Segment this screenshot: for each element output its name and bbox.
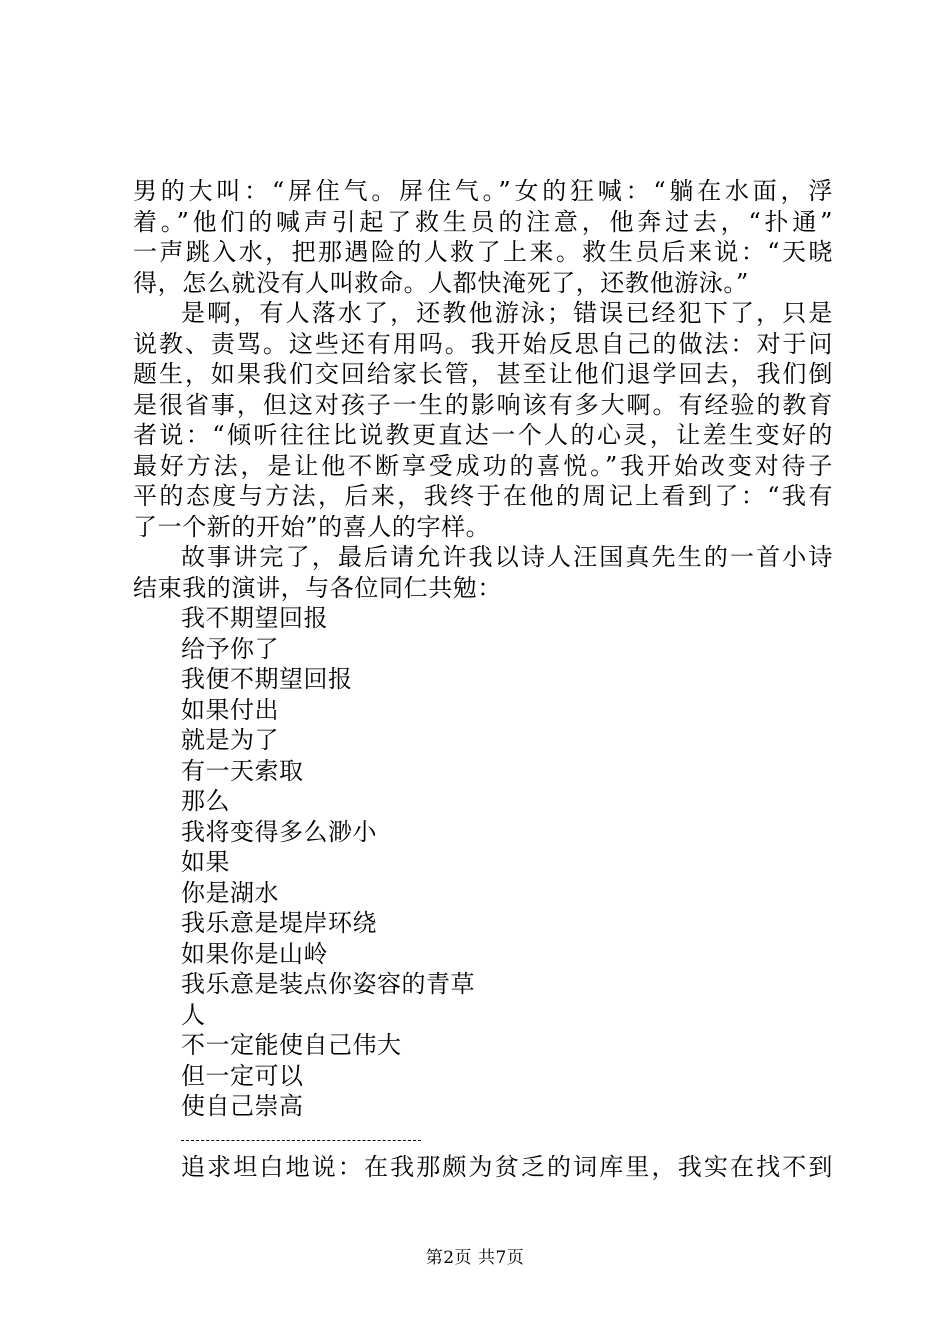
text-line: 了一个新的开始”的喜人的字样。 [133, 512, 491, 541]
poem-line: 我乐意是堤岸环绕 [181, 909, 377, 937]
poem-line: 给予你了 [181, 634, 279, 663]
text-line: 男的大叫：“屏住气。屏住气。”女的狂喊：“躺在水面，浮 [133, 177, 833, 205]
page-number-footer: 第2页 共7页 [425, 1248, 525, 1268]
poem-line: 我不期望回报 [181, 604, 328, 632]
text-line: 故事讲完了，最后请允许我以诗人汪国真先生的一首小诗 [181, 543, 833, 571]
text-line: 平的态度与方法，后来，我终于在他的周记上看到了：“我有 [133, 482, 833, 510]
text-line: 一声跳入水，把那遇险的人救了上来。救生员后来说：“天晓 [133, 238, 833, 266]
paragraph-next-article [133, 1152, 833, 1183]
poem-line: 人 [181, 1000, 206, 1029]
text-line: 得，怎么就没有人叫救命。人都快淹死了，还教他游泳。” [133, 268, 749, 297]
text-line: 是很省事，但这对孩子一生的影响该有多大啊。有经验的教育 [133, 390, 833, 419]
poem-line: 我将变得多么渺小 [181, 817, 377, 846]
poem-line: 如果 [181, 848, 230, 876]
text-line: 是啊，有人落水了，还教他游泳；错误已经犯下了，只是 [181, 299, 833, 327]
poem-line: 那么 [181, 787, 230, 815]
text-line: 者说：“倾听往往比说教更直达一个人的心灵，让差生变好的 [133, 421, 833, 449]
text-line: 着。”他们的喊声引起了救生员的注意，他奔过去，“扑通” [133, 207, 833, 236]
poem-line: 如果你是山岭 [181, 939, 328, 968]
paragraph-closing [133, 542, 833, 603]
poem-line: 有一天索取 [181, 756, 304, 785]
paragraph-rescue-story [133, 176, 833, 298]
poem-line: 使自己崇高 [181, 1092, 304, 1120]
document-body [133, 176, 833, 1183]
poem-line: 不一定能使自己伟大 [181, 1031, 402, 1059]
poem-line: 你是湖水 [181, 878, 279, 907]
poem-line: 我便不期望回报 [181, 665, 353, 693]
text-line: 追求坦白地说：在我那颇为贫乏的词库里，我实在找不到 [181, 1153, 833, 1181]
paragraph-reflection [133, 298, 833, 542]
text-line: 结束我的演讲，与各位同仁共勉： [133, 573, 502, 602]
dashed-divider [181, 1122, 421, 1153]
poem-line: 如果付出 [181, 695, 279, 724]
text-line: 说教、责骂。这些还有用吗。我开始反思自己的做法：对于问 [133, 329, 833, 358]
poem-line: 就是为了 [181, 726, 279, 754]
poem-line: 但一定可以 [181, 1061, 304, 1090]
text-line: 最好方法，是让他不断享受成功的喜悦。”我开始改变对待子 [133, 451, 833, 480]
poem [133, 603, 833, 1122]
poem-line: 我乐意是装点你姿容的青草 [181, 970, 475, 998]
text-line: 题生，如果我们交回给家长管，甚至让他们退学回去，我们倒 [133, 360, 833, 388]
